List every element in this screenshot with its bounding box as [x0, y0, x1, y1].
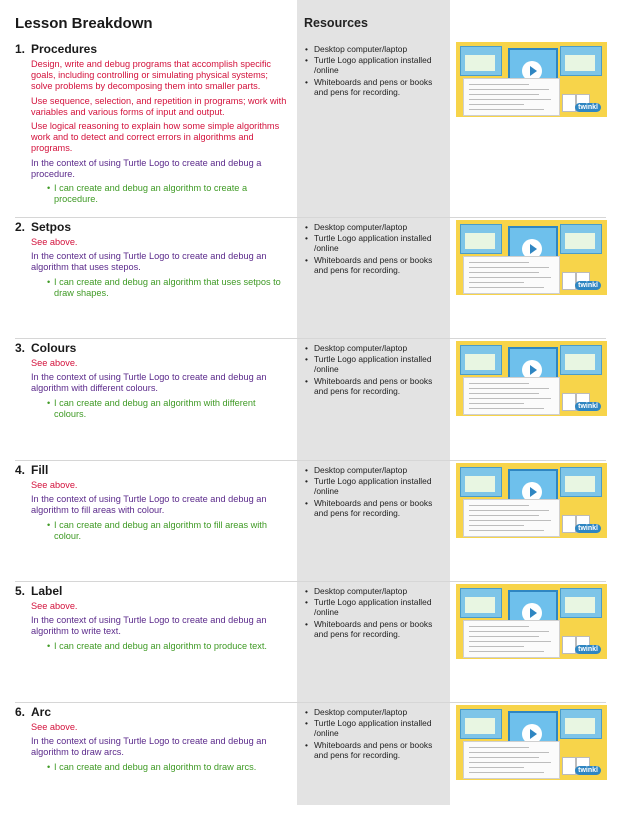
lesson-title-text: Fill — [31, 463, 49, 477]
preview-slide — [560, 709, 602, 739]
lesson-title — [15, 584, 62, 598]
lesson-number: 6. — [15, 705, 26, 719]
learning-objective-list — [31, 520, 288, 542]
resource-item: • Desktop computer/laptop — [304, 707, 444, 717]
lesson-preview-image[interactable] — [456, 584, 607, 659]
lesson-description — [31, 480, 288, 542]
learning-objective: • I can create and debug an algorithm to produce text. — [54, 641, 288, 652]
preview-slide — [460, 467, 502, 497]
resource-item: • Turtle Logo application installed /online — [304, 597, 444, 617]
lesson-preview-image[interactable] — [456, 42, 607, 117]
resource-item: • Turtle Logo application installed /online — [304, 55, 444, 75]
lesson-number: 2. — [15, 220, 26, 234]
lesson-paragraph: In the context of using Turtle Logo to create and debug an algorithm to write text. — [31, 615, 267, 637]
lesson-preview-image[interactable] — [456, 341, 607, 416]
lesson-preview-image[interactable] — [456, 220, 607, 295]
lesson-block — [0, 42, 620, 205]
preview-document — [463, 377, 560, 415]
lesson-title-text: Label — [31, 584, 63, 598]
lesson-title-text: Arc — [31, 705, 52, 719]
lesson-paragraph: See above. — [31, 480, 78, 490]
page-title: Lesson Breakdown — [15, 15, 153, 32]
lesson-paragraph: In the context of using Turtle Logo to create and debug an algorithm to draw arcs. — [31, 736, 267, 758]
lesson-title — [15, 42, 97, 56]
preview-slide — [460, 709, 502, 739]
preview-slide — [560, 224, 602, 254]
resource-item: • Turtle Logo application installed /online — [304, 718, 444, 738]
lesson-description — [31, 722, 288, 773]
resource-item: • Turtle Logo application installed /online — [304, 476, 444, 496]
preview-slide — [560, 345, 602, 375]
resource-item: • Whiteboards and pens or books and pens for recording. — [304, 255, 444, 275]
learning-objective: • I can create and debug an algorithm to fill areas with colour. — [54, 520, 288, 542]
lesson-title — [15, 341, 76, 355]
learning-objective-list — [31, 277, 288, 299]
learning-objective: • I can create and debug an algorithm that uses setpos to draw shapes. — [54, 277, 288, 299]
preview-slide — [560, 588, 602, 618]
twinkl-logo: twinkl — [575, 645, 601, 654]
lesson-description — [31, 59, 288, 205]
resource-item: • Turtle Logo application installed /online — [304, 233, 444, 253]
resource-list — [304, 465, 444, 519]
lesson-number: 3. — [15, 341, 26, 355]
preview-document — [463, 741, 560, 779]
resource-item: • Desktop computer/laptop — [304, 222, 444, 232]
preview-slide — [560, 46, 602, 76]
learning-objective: • I can create and debug an algorithm to draw arcs. — [54, 762, 288, 773]
lesson-paragraph: See above. — [31, 358, 78, 368]
lesson-title-text: Setpos — [31, 220, 72, 234]
learning-objective: • I can create and debug an algorithm with different colours. — [54, 398, 288, 420]
preview-slide — [460, 345, 502, 375]
twinkl-logo: twinkl — [575, 402, 601, 411]
resource-item: • Whiteboards and pens or books and pens for recording. — [304, 740, 444, 760]
lesson-paragraph: Use sequence, selection, and repetition in programs; work with variables and various forms of input and output. — [31, 95, 287, 117]
lesson-paragraph: See above. — [31, 601, 78, 611]
lesson-preview-image[interactable] — [456, 463, 607, 538]
learning-objective-list — [31, 183, 288, 205]
preview-slide — [460, 46, 502, 76]
learning-objective-list — [31, 762, 288, 773]
lesson-block — [0, 463, 620, 573]
twinkl-logo: twinkl — [575, 103, 601, 112]
lesson-description — [31, 358, 288, 420]
resource-item: • Desktop computer/laptop — [304, 343, 444, 353]
resource-item: • Desktop computer/laptop — [304, 586, 444, 596]
lesson-title-text: Colours — [31, 341, 77, 355]
row-divider — [15, 217, 606, 218]
lesson-block — [0, 584, 620, 694]
preview-slide — [560, 467, 602, 497]
lesson-title — [15, 220, 71, 234]
lesson-paragraph: See above. — [31, 237, 78, 247]
resource-item: • Whiteboards and pens or books and pens for recording. — [304, 498, 444, 518]
lesson-number: 4. — [15, 463, 26, 477]
twinkl-logo: twinkl — [575, 524, 601, 533]
lesson-description — [31, 237, 288, 299]
resource-item: • Desktop computer/laptop — [304, 465, 444, 475]
preview-slide — [460, 224, 502, 254]
lesson-paragraph: See above. — [31, 722, 78, 732]
lesson-block — [0, 341, 620, 451]
lesson-paragraph: Use logical reasoning to explain how some simple algorithms work and to detect and correct errors in algorithms and programs. — [31, 121, 280, 154]
resource-list — [304, 707, 444, 761]
lesson-number: 5. — [15, 584, 26, 598]
preview-document — [463, 78, 560, 116]
resource-item: • Turtle Logo application installed /online — [304, 354, 444, 374]
resource-list — [304, 586, 444, 640]
preview-document — [463, 499, 560, 537]
learning-objective: • I can create and debug an algorithm to create a procedure. — [54, 183, 288, 205]
learning-objective-list — [31, 398, 288, 420]
resource-item: • Whiteboards and pens or books and pens for recording. — [304, 619, 444, 639]
lesson-number: 1. — [15, 42, 26, 56]
resource-list — [304, 343, 444, 397]
lesson-block — [0, 220, 620, 330]
lesson-paragraph: In the context of using Turtle Logo to create and debug an algorithm to fill areas with colour. — [31, 494, 267, 516]
lesson-paragraph: Design, write and debug programs that accomplish specific goals, including controlling or simulating physical systems; solve problems by decomposing them into smaller parts. — [31, 59, 272, 92]
lesson-description — [31, 601, 288, 652]
resource-item: • Whiteboards and pens or books and pens for recording. — [304, 77, 444, 97]
row-divider — [15, 460, 606, 461]
row-divider — [15, 338, 606, 339]
resources-heading: Resources — [304, 16, 368, 30]
lesson-title — [15, 463, 48, 477]
preview-slide — [460, 588, 502, 618]
row-divider — [15, 702, 606, 703]
lesson-paragraph: In the context of using Turtle Logo to create and debug an algorithm that uses stepos. — [31, 251, 267, 273]
twinkl-logo: twinkl — [575, 281, 601, 290]
row-divider — [15, 581, 606, 582]
preview-document — [463, 256, 560, 294]
resource-item: • Desktop computer/laptop — [304, 44, 444, 54]
lesson-block — [0, 705, 620, 815]
lesson-title-text: Procedures — [31, 42, 98, 56]
preview-document — [463, 620, 560, 658]
lesson-paragraph: In the context of using Turtle Logo to create and debug an algorithm with different colours. — [31, 372, 267, 394]
resource-list — [304, 222, 444, 276]
learning-objective-list — [31, 641, 288, 652]
lesson-paragraph: In the context of using Turtle Logo to create and debug a procedure. — [31, 157, 262, 179]
resource-item: • Whiteboards and pens or books and pens for recording. — [304, 376, 444, 396]
twinkl-logo: twinkl — [575, 766, 601, 775]
resource-list — [304, 44, 444, 98]
lesson-title — [15, 705, 51, 719]
lesson-preview-image[interactable] — [456, 705, 607, 780]
